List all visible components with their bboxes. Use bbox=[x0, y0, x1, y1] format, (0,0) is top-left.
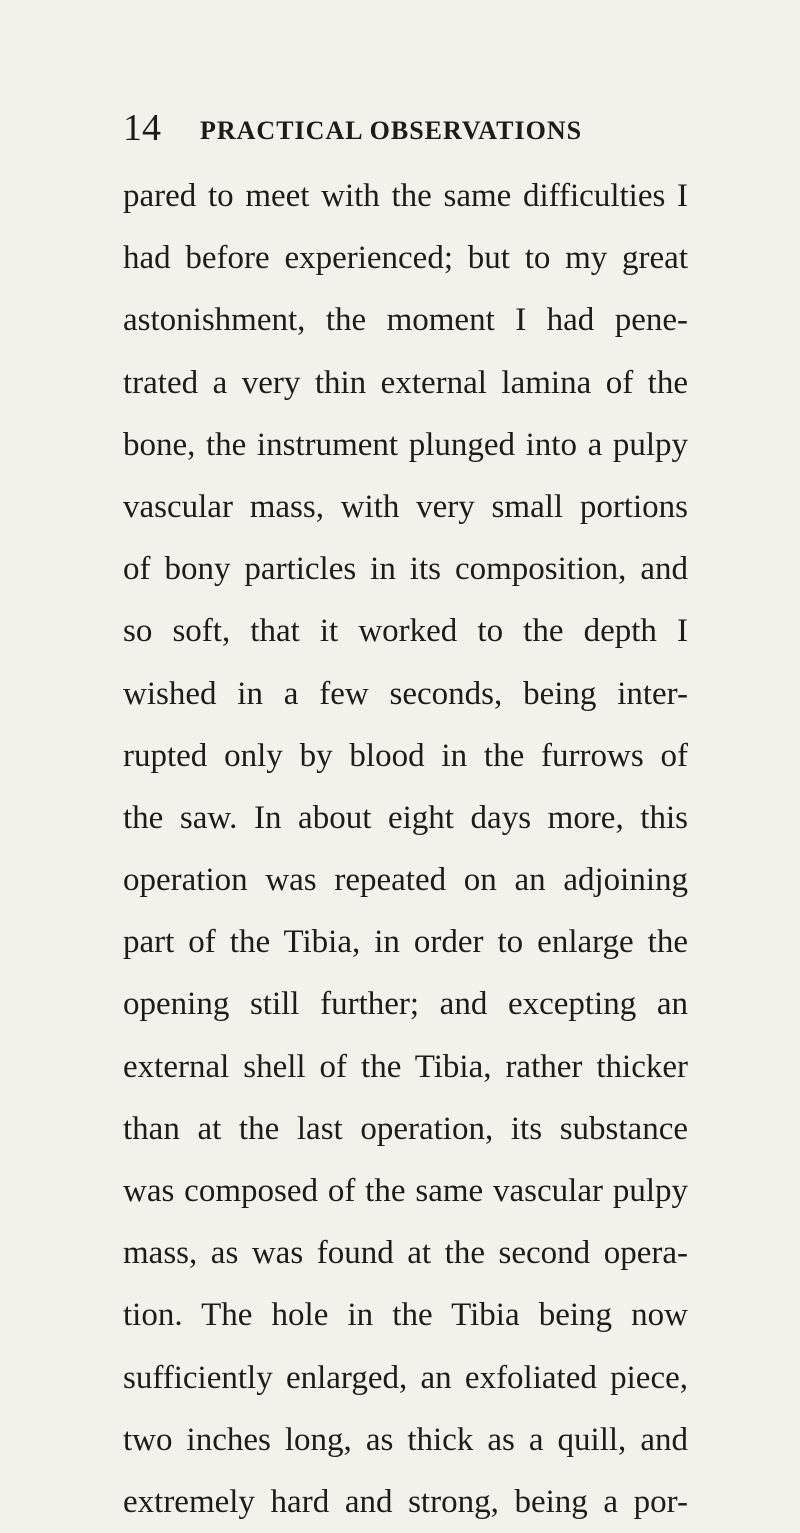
running-head: PRACTICAL OBSERVATIONS bbox=[200, 116, 583, 145]
text-line: opening still further; and excepting an bbox=[123, 986, 688, 1023]
text-line: external shell of the Tibia, rather thicker bbox=[123, 1048, 688, 1085]
text-line: sufficiently enlarged, an exfoliated piece, bbox=[123, 1359, 688, 1396]
text-line: pared to meet with the same difficulties I bbox=[123, 178, 688, 214]
text-line: so soft, that it worked to the depth I bbox=[123, 613, 688, 650]
text-line: than at the last operation, its substance bbox=[123, 1110, 688, 1147]
text-line: two inches long, as thick as a quill, and bbox=[123, 1421, 688, 1458]
text-line: had before experienced; but to my great bbox=[123, 240, 688, 277]
text-line: astonishment, the moment I had pene- bbox=[123, 302, 688, 339]
body-text bbox=[123, 165, 688, 1533]
text-line: rupted only by blood in the furrows of bbox=[123, 737, 688, 774]
page-header bbox=[123, 106, 643, 156]
text-line: was composed of the same vascular pulpy bbox=[123, 1173, 688, 1209]
text-line: trated a very thin external lamina of the bbox=[123, 364, 688, 401]
text-line: wished in a few seconds, being inter- bbox=[123, 675, 688, 712]
text-line: of bony particles in its composition, and bbox=[123, 551, 688, 588]
text-line: vascular mass, with very small portions bbox=[123, 488, 688, 525]
text-line: extremely hard and strong, being a por- bbox=[123, 1483, 688, 1520]
text-line: mass, as was found at the second opera- bbox=[123, 1235, 688, 1272]
text-line: operation was repeated on an adjoining bbox=[123, 862, 688, 899]
text-line: tion. The hole in the Tibia being now bbox=[123, 1297, 688, 1334]
text-line: bone, the instrument plunged into a pulpy bbox=[123, 426, 688, 463]
text-line: the saw. In about eight days more, this bbox=[123, 799, 688, 836]
text-line: part of the Tibia, in order to enlarge the bbox=[123, 924, 688, 961]
page-number: 14 bbox=[123, 107, 161, 149]
